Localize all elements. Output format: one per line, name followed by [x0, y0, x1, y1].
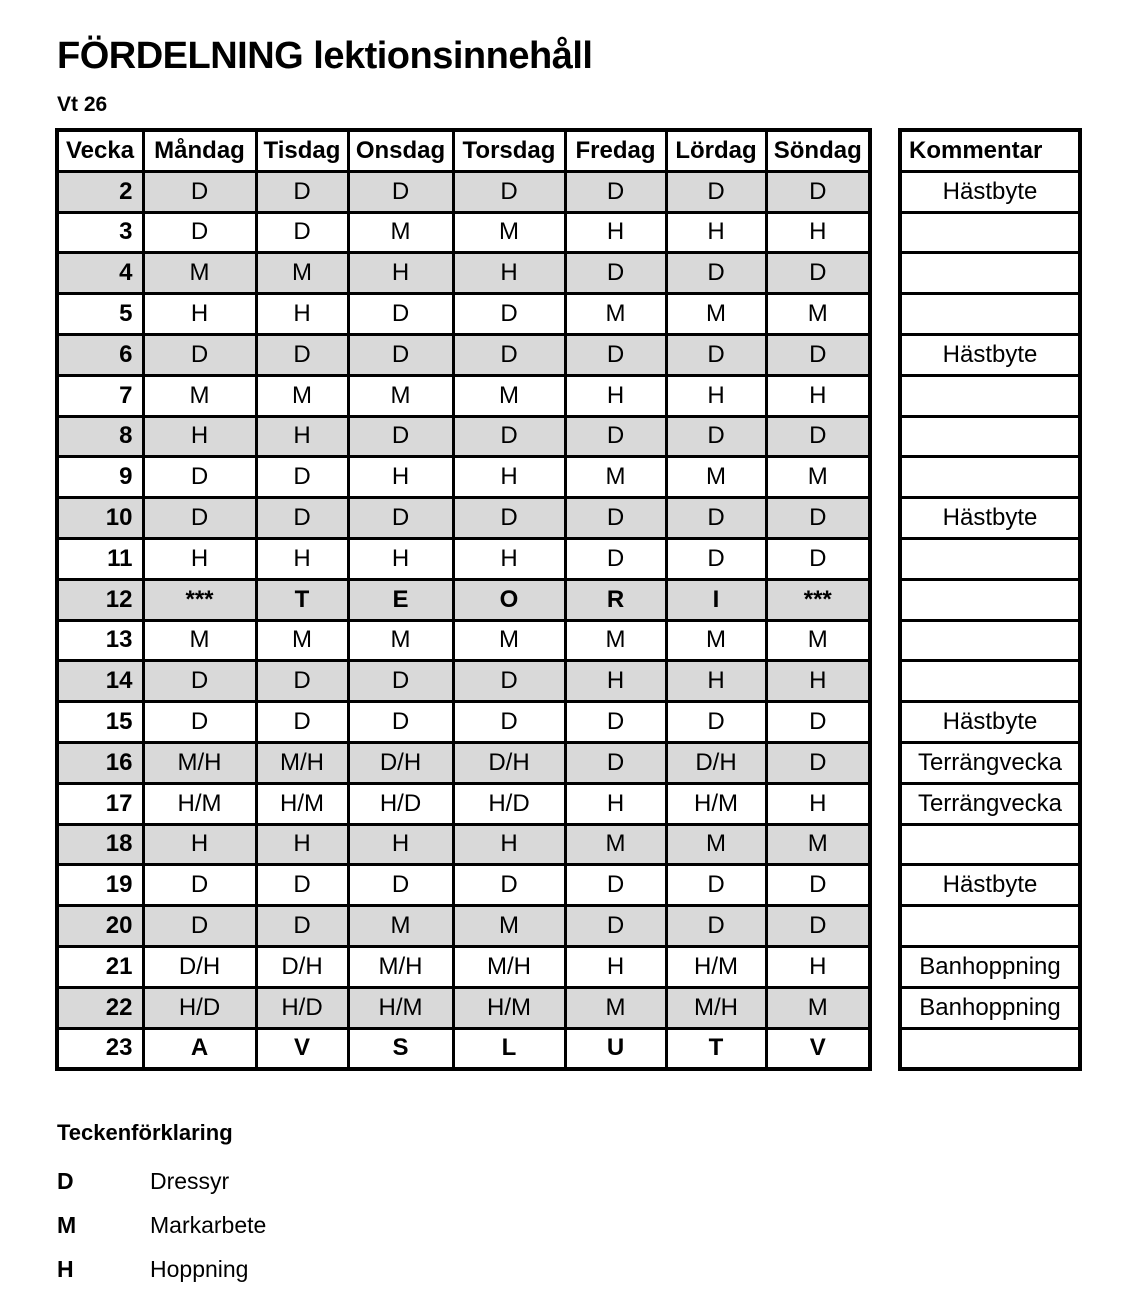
comment-table — [898, 128, 1082, 1071]
comment-row — [900, 1028, 1080, 1069]
day-cell: M — [766, 457, 870, 498]
day-cell: D — [565, 334, 666, 375]
comment-row — [900, 457, 1080, 498]
day-cell: H — [666, 375, 766, 416]
table-row — [57, 865, 870, 906]
table-row — [57, 702, 870, 743]
week-number: 10 — [57, 498, 143, 539]
day-cell: M — [666, 620, 766, 661]
day-cell: D/H — [143, 946, 256, 987]
week-number: 11 — [57, 538, 143, 579]
day-cell: D — [453, 416, 565, 457]
day-cell: H — [766, 783, 870, 824]
week-number: 3 — [57, 212, 143, 253]
legend-label: Hoppning — [150, 1256, 249, 1283]
legend — [57, 1119, 1128, 1283]
comment-cell: Hästbyte — [900, 865, 1080, 906]
day-cell: H — [256, 824, 348, 865]
day-cell: H — [348, 538, 453, 579]
col-header-fredag: Fredag — [565, 130, 666, 171]
day-cell: D — [565, 171, 666, 212]
day-cell: D — [256, 702, 348, 743]
week-number: 6 — [57, 334, 143, 375]
legend-label: Markarbete — [150, 1212, 267, 1239]
comment-row — [900, 702, 1080, 743]
table-row — [57, 334, 870, 375]
table-row — [57, 906, 870, 947]
table-row — [57, 742, 870, 783]
day-cell: M — [565, 620, 666, 661]
day-cell: D — [453, 702, 565, 743]
comment-row — [900, 906, 1080, 947]
day-cell: V — [256, 1028, 348, 1069]
day-cell: H/D — [143, 987, 256, 1028]
day-cell: M/H — [143, 742, 256, 783]
day-cell: H/D — [453, 783, 565, 824]
table-row — [57, 212, 870, 253]
day-cell: D — [766, 538, 870, 579]
day-cell: D — [666, 498, 766, 539]
day-cell: H — [766, 661, 870, 702]
day-cell: I — [666, 579, 766, 620]
comment-cell — [900, 1028, 1080, 1069]
col-header-kommentar: Kommentar — [900, 130, 1080, 171]
comment-cell — [900, 906, 1080, 947]
day-cell: D — [348, 865, 453, 906]
comment-row — [900, 212, 1080, 253]
schedule-table — [55, 128, 872, 1071]
col-header-lordag: Lördag — [666, 130, 766, 171]
week-number: 17 — [57, 783, 143, 824]
day-cell: D — [256, 498, 348, 539]
table-row — [57, 1028, 870, 1069]
page-title: FÖRDELNING lektionsinnehåll — [57, 35, 593, 77]
day-cell: D — [256, 457, 348, 498]
day-cell: E — [348, 579, 453, 620]
day-cell: M — [766, 294, 870, 335]
comment-row — [900, 538, 1080, 579]
day-cell: H — [666, 212, 766, 253]
day-cell: H — [766, 946, 870, 987]
day-cell: D — [666, 906, 766, 947]
table-row — [57, 579, 870, 620]
comment-row — [900, 334, 1080, 375]
day-cell: H — [256, 538, 348, 579]
week-number: 5 — [57, 294, 143, 335]
day-cell: U — [565, 1028, 666, 1069]
day-cell: D — [143, 212, 256, 253]
day-cell: D — [256, 661, 348, 702]
comment-row — [900, 946, 1080, 987]
day-cell: *** — [143, 579, 256, 620]
day-cell: D — [666, 253, 766, 294]
day-cell: M — [256, 375, 348, 416]
comment-cell: Terrängvecka — [900, 783, 1080, 824]
day-cell: D — [348, 171, 453, 212]
day-cell: M — [766, 824, 870, 865]
day-cell: H — [256, 294, 348, 335]
day-cell: M/H — [666, 987, 766, 1028]
day-cell: D — [256, 865, 348, 906]
comment-row — [900, 783, 1080, 824]
week-number: 19 — [57, 865, 143, 906]
day-cell: H/D — [348, 783, 453, 824]
comment-cell — [900, 253, 1080, 294]
table-row — [57, 783, 870, 824]
day-cell: H — [565, 783, 666, 824]
day-cell: D — [565, 498, 666, 539]
table-row — [57, 171, 870, 212]
comment-cell: Terrängvecka — [900, 742, 1080, 783]
comment-cell — [900, 579, 1080, 620]
legend-code: H — [57, 1256, 74, 1283]
day-cell: D — [348, 661, 453, 702]
comment-cell — [900, 457, 1080, 498]
day-cell: M — [666, 294, 766, 335]
day-cell: D — [766, 906, 870, 947]
week-number: 9 — [57, 457, 143, 498]
comment-row — [900, 661, 1080, 702]
day-cell: M — [348, 620, 453, 661]
comment-row — [900, 416, 1080, 457]
table-row — [57, 416, 870, 457]
comment-cell — [900, 294, 1080, 335]
comment-row — [900, 742, 1080, 783]
day-cell: D — [453, 498, 565, 539]
day-cell: H — [565, 946, 666, 987]
table-row — [57, 538, 870, 579]
day-cell: D — [565, 742, 666, 783]
day-cell: H/M — [143, 783, 256, 824]
day-cell: H — [256, 416, 348, 457]
comment-row — [900, 375, 1080, 416]
day-cell: H — [565, 212, 666, 253]
day-cell: M — [666, 824, 766, 865]
legend-items — [57, 1167, 1128, 1283]
table-row — [57, 294, 870, 335]
day-cell: H — [565, 661, 666, 702]
day-cell: H — [143, 824, 256, 865]
day-cell: H/M — [666, 946, 766, 987]
day-cell: D — [565, 416, 666, 457]
day-cell: M — [348, 906, 453, 947]
day-cell: D/H — [666, 742, 766, 783]
day-cell: D — [666, 538, 766, 579]
day-cell: M/H — [453, 946, 565, 987]
table-row — [57, 375, 870, 416]
day-cell: V — [766, 1028, 870, 1069]
day-cell: D — [453, 661, 565, 702]
day-cell: M — [565, 457, 666, 498]
week-number: 15 — [57, 702, 143, 743]
table-row — [57, 946, 870, 987]
day-cell: T — [256, 579, 348, 620]
col-header-tisdag: Tisdag — [256, 130, 348, 171]
day-cell: D — [766, 702, 870, 743]
comment-header-row — [900, 130, 1080, 171]
comment-cell — [900, 375, 1080, 416]
day-cell: D — [453, 171, 565, 212]
day-cell: S — [348, 1028, 453, 1069]
term-label: Vt 26 — [57, 93, 108, 116]
legend-item — [57, 1211, 1128, 1239]
day-cell: M/H — [348, 946, 453, 987]
day-cell: D — [565, 702, 666, 743]
day-cell: D — [256, 171, 348, 212]
day-cell: M/H — [256, 742, 348, 783]
day-cell: D — [766, 253, 870, 294]
day-cell: M — [766, 620, 870, 661]
col-header-torsdag: Torsdag — [453, 130, 565, 171]
legend-item — [57, 1255, 1128, 1283]
day-cell: D — [348, 498, 453, 539]
day-cell: M — [256, 253, 348, 294]
day-cell: M — [565, 294, 666, 335]
day-cell: M — [348, 375, 453, 416]
comment-cell: Banhoppning — [900, 987, 1080, 1028]
day-cell: H/M — [666, 783, 766, 824]
week-number: 20 — [57, 906, 143, 947]
table-row — [57, 498, 870, 539]
day-cell: M — [453, 375, 565, 416]
day-cell: D — [143, 334, 256, 375]
legend-code: D — [57, 1168, 74, 1195]
day-cell: H — [666, 661, 766, 702]
week-number: 4 — [57, 253, 143, 294]
day-cell: D/H — [348, 742, 453, 783]
day-cell: D — [565, 906, 666, 947]
day-cell: D — [143, 702, 256, 743]
day-cell: M — [453, 906, 565, 947]
day-cell: M — [666, 457, 766, 498]
comment-body — [900, 171, 1080, 1069]
day-cell: H — [143, 294, 256, 335]
day-cell: H — [453, 457, 565, 498]
day-cell: M — [256, 620, 348, 661]
day-cell: D — [348, 334, 453, 375]
comment-cell — [900, 824, 1080, 865]
comment-cell — [900, 620, 1080, 661]
day-cell: M — [766, 987, 870, 1028]
day-cell: H/D — [256, 987, 348, 1028]
day-cell: H — [565, 375, 666, 416]
legend-label: Dressyr — [150, 1168, 230, 1195]
day-cell: D — [256, 906, 348, 947]
comment-cell: Hästbyte — [900, 702, 1080, 743]
day-cell: D — [766, 865, 870, 906]
day-cell: D — [256, 212, 348, 253]
schedule-body — [57, 171, 870, 1069]
comment-row — [900, 253, 1080, 294]
day-cell: M — [565, 824, 666, 865]
day-cell: H — [348, 253, 453, 294]
day-cell: D — [143, 498, 256, 539]
comment-cell — [900, 416, 1080, 457]
day-cell: D — [143, 457, 256, 498]
day-cell: D — [766, 334, 870, 375]
day-cell: M — [348, 212, 453, 253]
day-cell: D — [565, 253, 666, 294]
col-header-sondag: Söndag — [766, 130, 870, 171]
day-cell: H — [453, 824, 565, 865]
comment-cell: Banhoppning — [900, 946, 1080, 987]
day-cell: M — [565, 987, 666, 1028]
week-number: 22 — [57, 987, 143, 1028]
comment-cell: Hästbyte — [900, 498, 1080, 539]
day-cell: D — [666, 334, 766, 375]
day-cell: H — [143, 416, 256, 457]
day-cell: A — [143, 1028, 256, 1069]
day-cell: H/M — [453, 987, 565, 1028]
comment-row — [900, 498, 1080, 539]
day-cell: D — [348, 702, 453, 743]
week-number: 23 — [57, 1028, 143, 1069]
comment-cell: Hästbyte — [900, 171, 1080, 212]
day-cell: D — [143, 661, 256, 702]
day-cell: D — [143, 865, 256, 906]
comment-row — [900, 987, 1080, 1028]
comment-cell: Hästbyte — [900, 334, 1080, 375]
day-cell: O — [453, 579, 565, 620]
comment-row — [900, 620, 1080, 661]
day-cell: D — [453, 334, 565, 375]
tables-area — [55, 128, 1128, 1071]
col-header-onsdag: Onsdag — [348, 130, 453, 171]
day-cell: H — [143, 538, 256, 579]
day-cell: M — [143, 375, 256, 416]
day-cell: D — [666, 171, 766, 212]
day-cell: H — [348, 824, 453, 865]
week-number: 16 — [57, 742, 143, 783]
week-number: 14 — [57, 661, 143, 702]
schedule-header-row — [57, 130, 870, 171]
day-cell: D — [348, 416, 453, 457]
day-cell: D — [256, 334, 348, 375]
comment-row — [900, 171, 1080, 212]
table-row — [57, 620, 870, 661]
table-row — [57, 987, 870, 1028]
week-number: 12 — [57, 579, 143, 620]
week-number: 8 — [57, 416, 143, 457]
day-cell: D — [565, 865, 666, 906]
comment-row — [900, 579, 1080, 620]
day-cell: D — [143, 906, 256, 947]
day-cell: H/M — [348, 987, 453, 1028]
day-cell: D — [766, 171, 870, 212]
col-header-vecka: Vecka — [57, 130, 143, 171]
table-row — [57, 457, 870, 498]
day-cell: D — [565, 538, 666, 579]
comment-cell — [900, 212, 1080, 253]
day-cell: *** — [766, 579, 870, 620]
comment-cell — [900, 538, 1080, 579]
day-cell: D — [766, 416, 870, 457]
day-cell: M — [143, 253, 256, 294]
day-cell: M — [453, 212, 565, 253]
table-row — [57, 253, 870, 294]
table-row — [57, 661, 870, 702]
day-cell: D — [143, 171, 256, 212]
comment-cell — [900, 661, 1080, 702]
day-cell: D/H — [256, 946, 348, 987]
day-cell: H — [453, 253, 565, 294]
day-cell: D — [453, 294, 565, 335]
day-cell: D — [666, 702, 766, 743]
comment-row — [900, 294, 1080, 335]
day-cell: H — [766, 375, 870, 416]
day-cell: D — [766, 498, 870, 539]
day-cell: H — [348, 457, 453, 498]
day-cell: H/M — [256, 783, 348, 824]
week-number: 21 — [57, 946, 143, 987]
legend-item — [57, 1167, 1128, 1195]
day-cell: M — [143, 620, 256, 661]
day-cell: T — [666, 1028, 766, 1069]
day-cell: D — [766, 742, 870, 783]
legend-code: M — [57, 1212, 77, 1239]
day-cell: D — [453, 865, 565, 906]
week-number: 7 — [57, 375, 143, 416]
table-row — [57, 824, 870, 865]
day-cell: M — [453, 620, 565, 661]
day-cell: D — [348, 294, 453, 335]
day-cell: D — [666, 416, 766, 457]
week-number: 2 — [57, 171, 143, 212]
day-cell: H — [453, 538, 565, 579]
col-header-mandag: Måndag — [143, 130, 256, 171]
day-cell: H — [766, 212, 870, 253]
day-cell: L — [453, 1028, 565, 1069]
week-number: 13 — [57, 620, 143, 661]
day-cell: R — [565, 579, 666, 620]
comment-row — [900, 824, 1080, 865]
legend-title: Teckenförklaring — [57, 1120, 233, 1146]
comment-row — [900, 865, 1080, 906]
week-number: 18 — [57, 824, 143, 865]
day-cell: D/H — [453, 742, 565, 783]
day-cell: D — [666, 865, 766, 906]
